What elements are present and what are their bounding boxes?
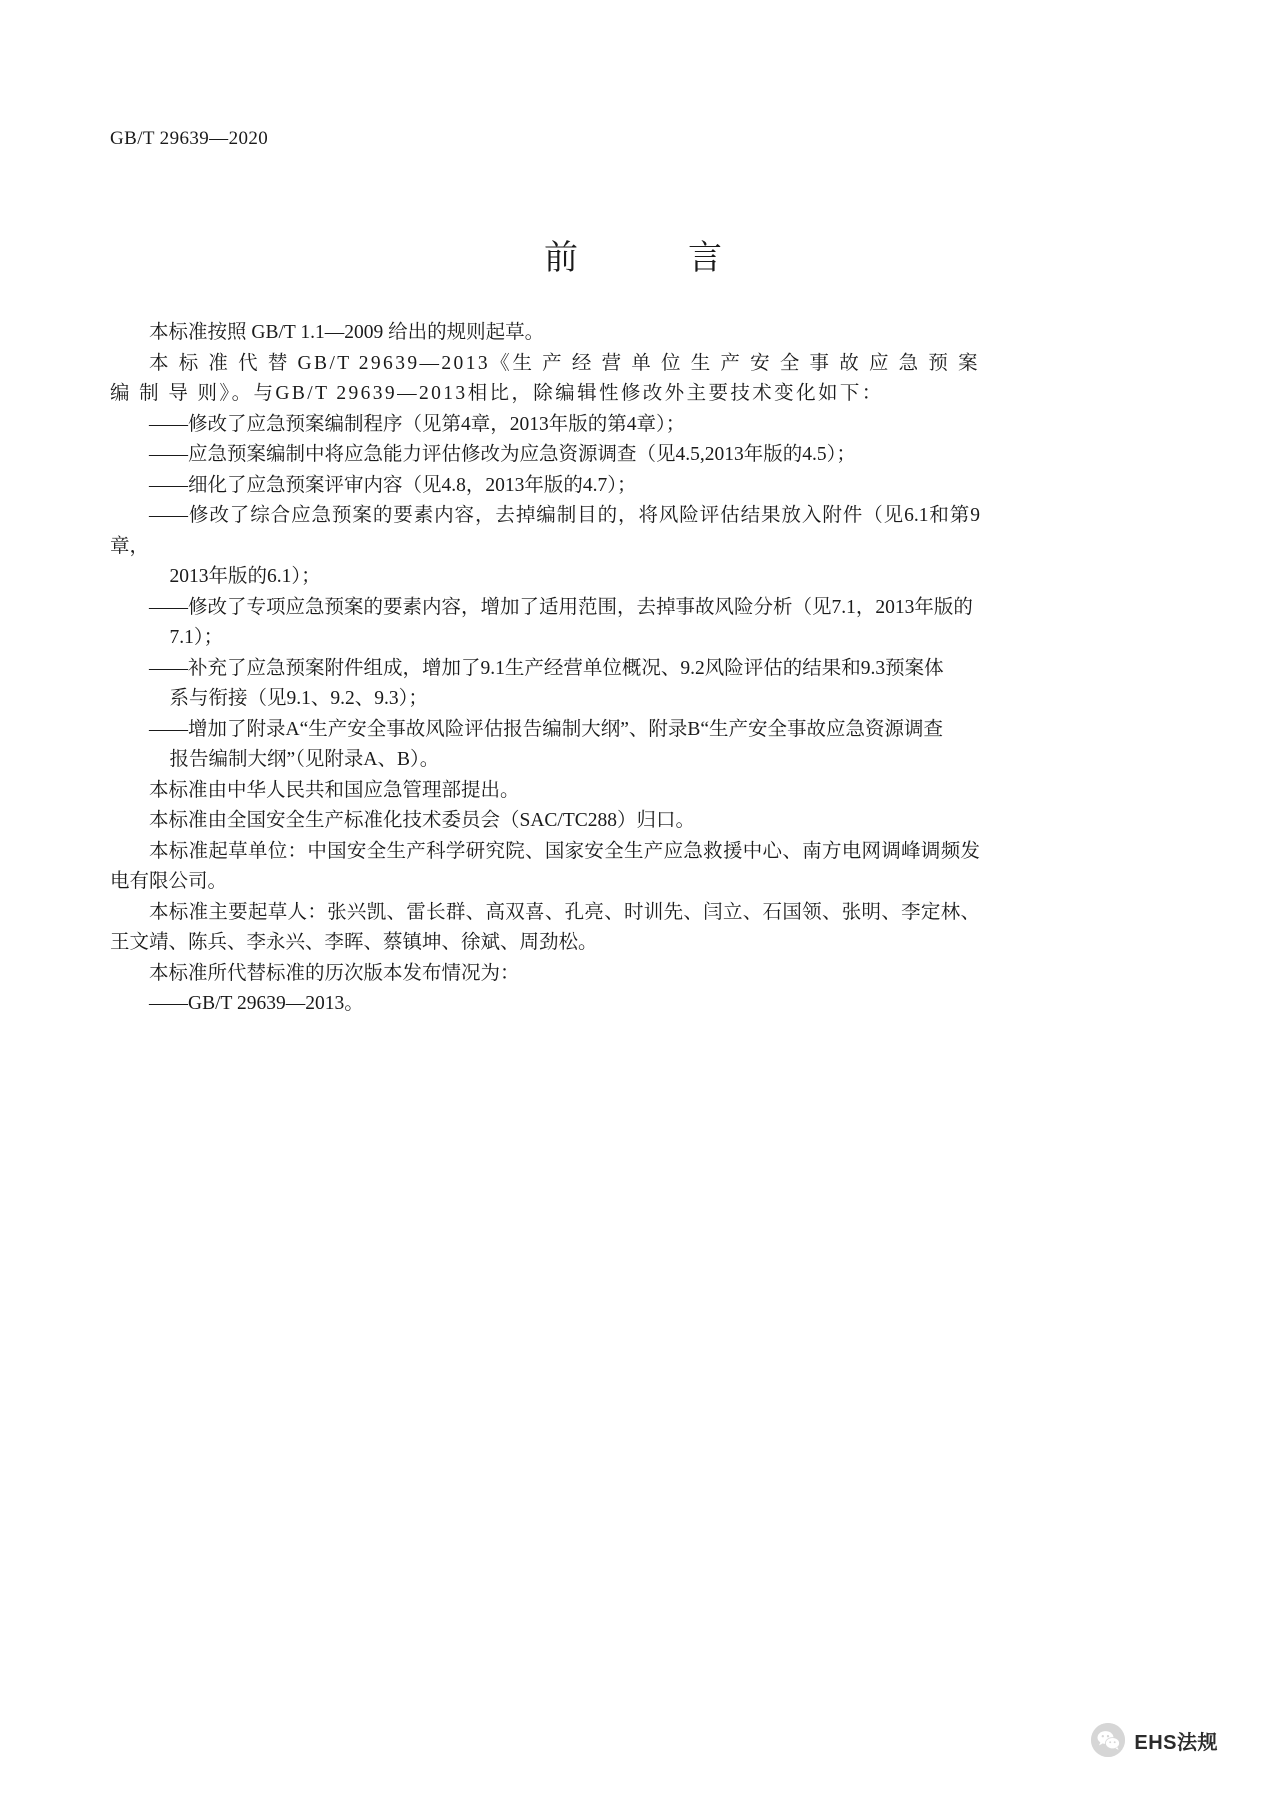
list-item-continuation: 系与衔接（见9.1、9.2、9.3）；	[169, 688, 428, 709]
list-item	[110, 654, 980, 715]
watermark-label: EHS法规	[1134, 1731, 1218, 1754]
paragraph: 本标准按照 GB/T 1.1—2009 给出的规则起草。	[149, 322, 545, 343]
list-item-text: ——修改了综合应急预案的要素内容，去掉编制目的，将风险评估结果放入附件（见6.1和第9章，	[110, 505, 980, 557]
foreword-body	[110, 318, 980, 1020]
list-item	[110, 501, 980, 593]
list-item	[110, 715, 980, 776]
paragraph: 本标准由中华人民共和国应急管理部提出。	[149, 779, 520, 801]
list-item: ——修改了应急预案编制程序（见第4章，2013年版的第4章）；	[149, 413, 686, 435]
paragraph: 本标准起草单位：中国安全生产科学研究院、国家安全生产应急救援中心、南方电网调峰调频发电有限公司。	[110, 840, 980, 892]
wechat-icon	[1091, 1723, 1125, 1757]
paragraph: 本标准主要起草人：张兴凯、雷长群、高双喜、孔亮、时训先、闫立、石国领、张明、李定林、王文靖、陈兵、李永兴、李晖、蔡镇坤、徐斌、周劲松。	[110, 901, 980, 953]
list-item-continuation: 2013年版的6.1）；	[169, 566, 321, 587]
watermark	[1091, 1723, 1218, 1757]
paragraph: 本标准由全国安全生产标准化技术委员会（SAC/TC288）归口。	[149, 810, 696, 831]
list-item-text: ——修改了专项应急预案的要素内容，增加了适用范围，去掉事故风险分析（见7.1，2013年版的	[149, 596, 973, 618]
page-title: 前 言	[544, 240, 736, 277]
paragraph: 本标准所代替标准的历次版本发布情况为：	[149, 962, 520, 984]
list-item	[110, 593, 980, 654]
list-item: ——应急预案编制中将应急能力评估修改为应急资源调查（见4.5,2013年版的4.5）；	[149, 444, 856, 465]
list-item-text: ——增加了附录A“生产安全事故风险评估报告编制大纲”、附录B“生产安全事故应急资源调查	[149, 718, 944, 740]
list-item: ——细化了应急预案评审内容（见4.8，2013年版的4.7）；	[149, 474, 637, 496]
list-item-continuation: 7.1）；	[169, 627, 224, 648]
list-item: ——GB/T 29639—2013。	[149, 993, 364, 1014]
paragraph: 本 标 准 代 替 GB/T 29639—2013《生 产 经 营 单 位 生 产 安 全 事 故 应 急 预 案 编 制 导 则》。与GB/T 29639—2013相比，除编辑性修改外主要技术变化如下：	[110, 352, 980, 404]
list-item-continuation: 报告编制大纲”（见附录A、B）。	[169, 749, 440, 770]
list-item-text: ——补充了应急预案附件组成，增加了9.1生产经营单位概况、9.2风险评估的结果和9.3预案体	[149, 657, 944, 679]
standard-number-header: GB/T 29639—2020	[110, 128, 269, 149]
